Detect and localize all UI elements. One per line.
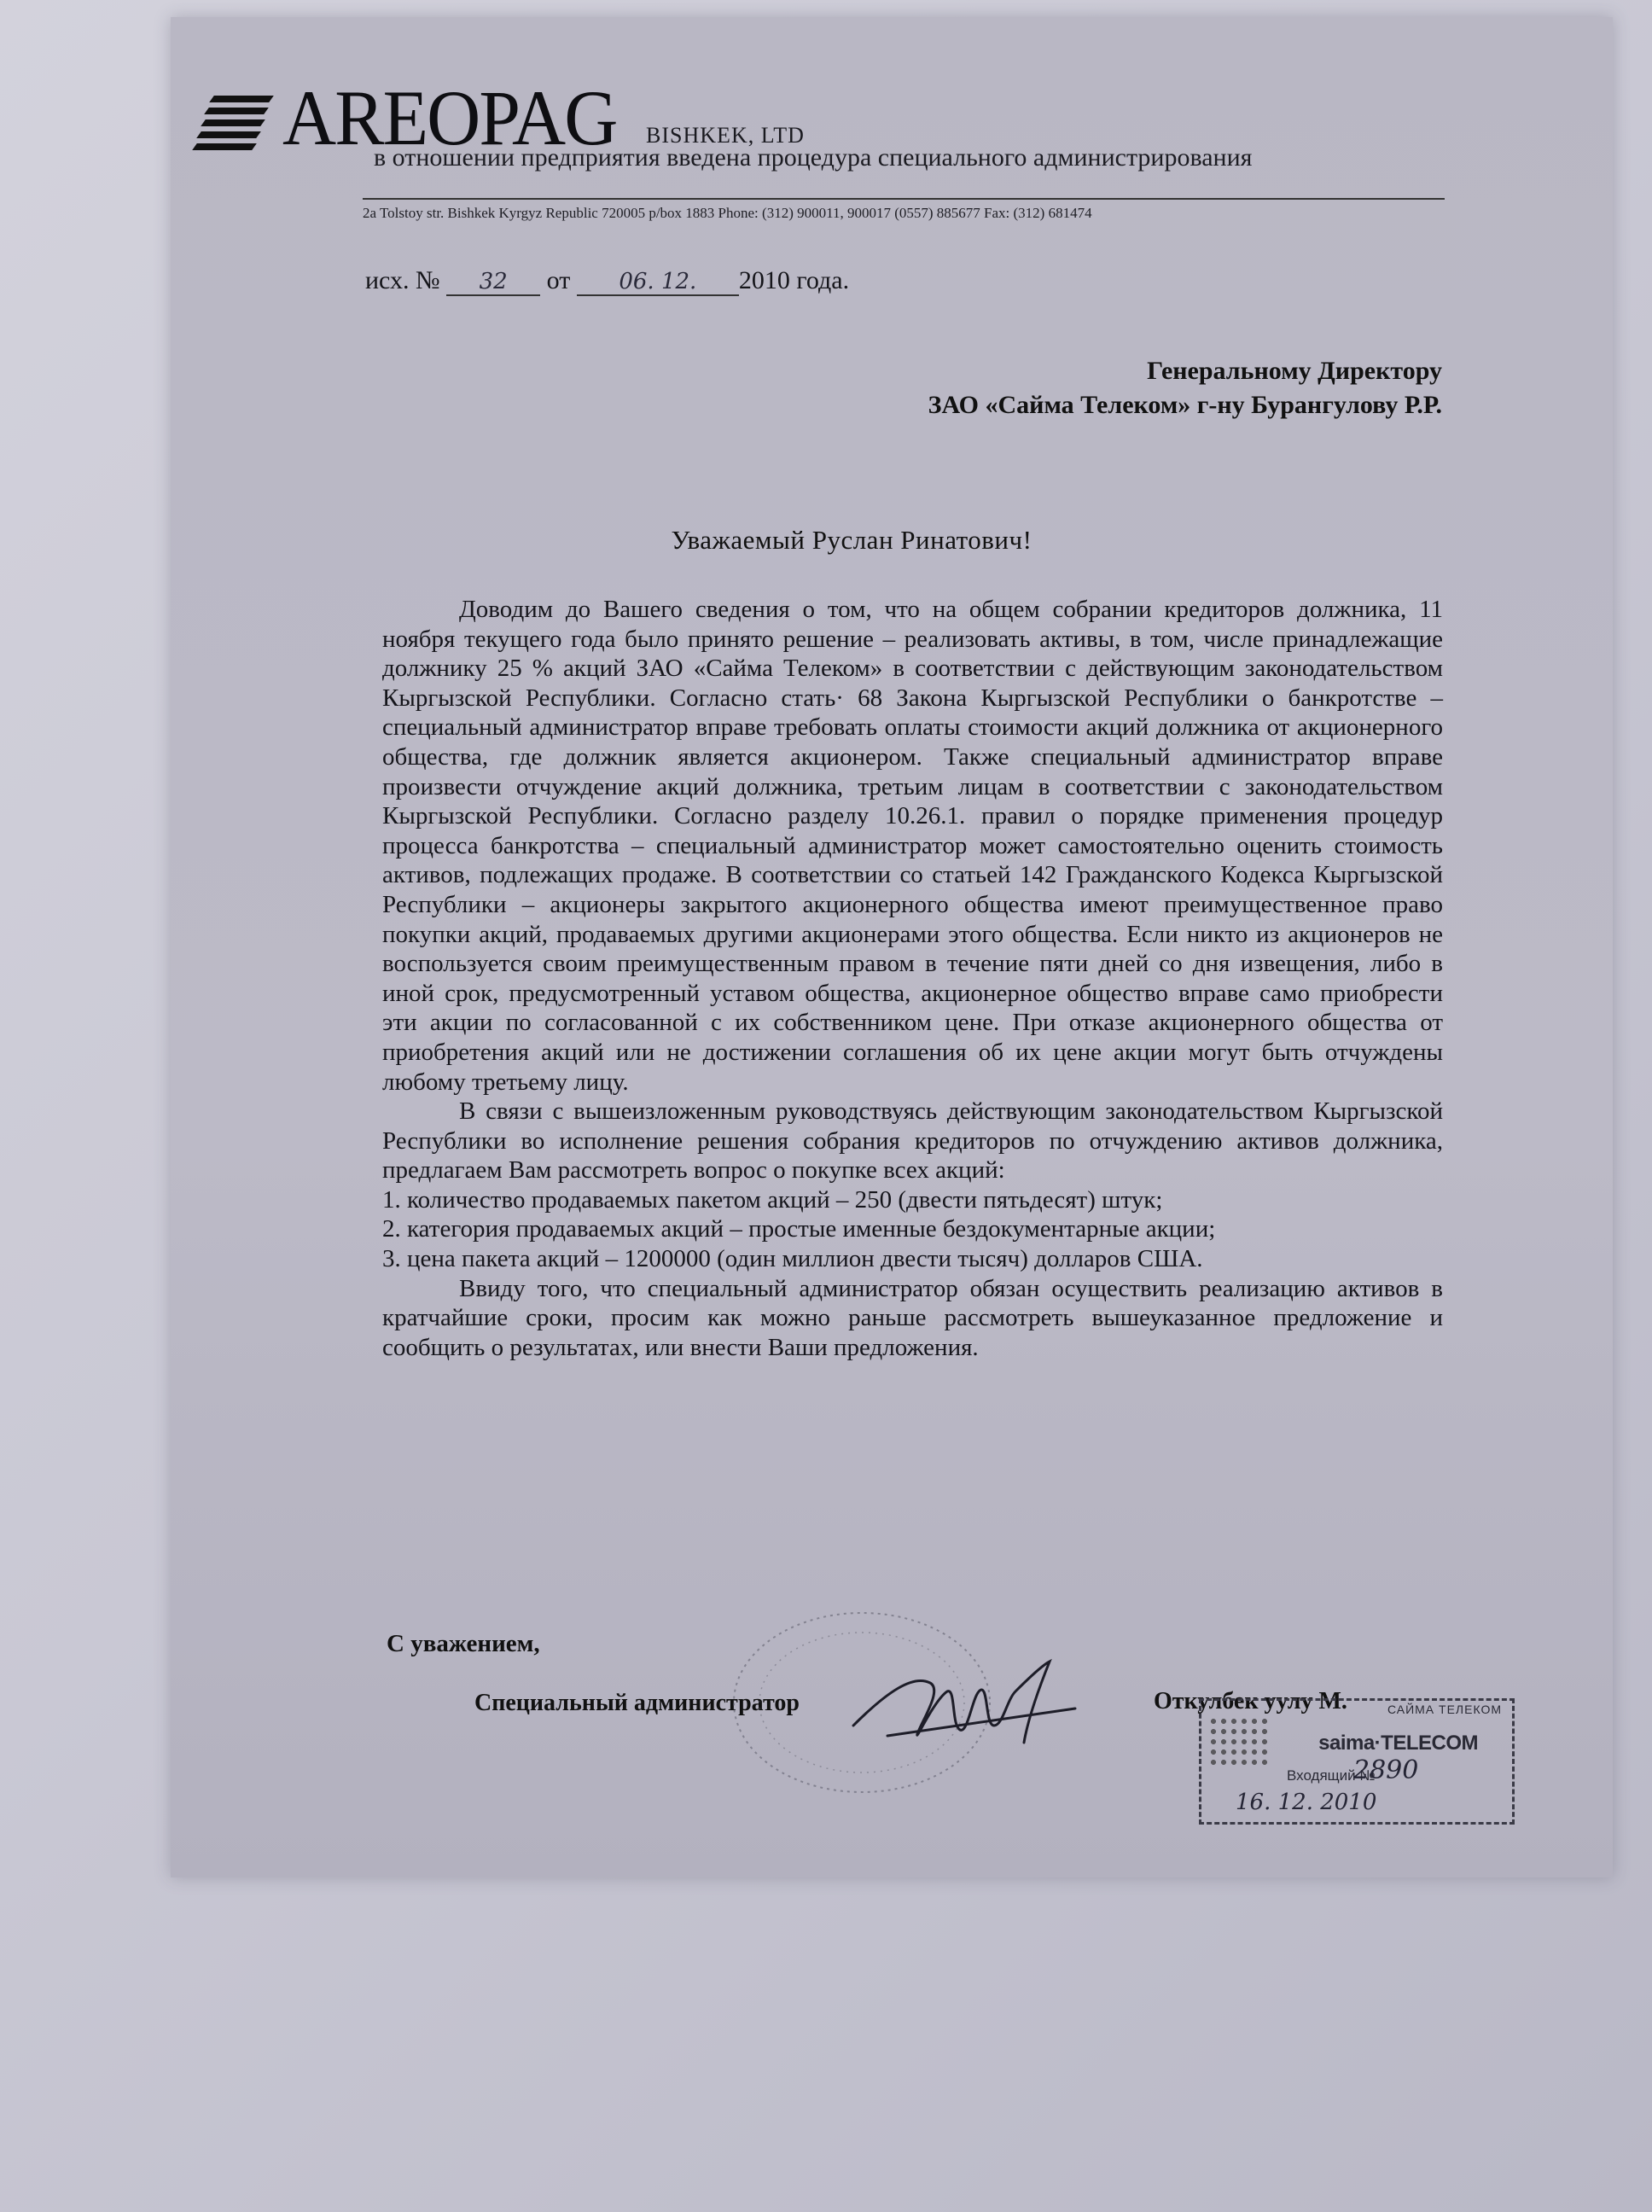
salutation: Уважаемый Руслан Ринатович! (671, 525, 1032, 555)
letterhead-address: 2a Tolstoy str. Bishkek Kyrgyz Republic 720005 p/box 1883 Phone: (312) 900011, 900017 (0557) 885677 Fax: (312) 681474 (363, 198, 1445, 222)
outgoing-reference (365, 266, 849, 296)
logo-stripes-icon (196, 90, 277, 152)
registration-stamp (1199, 1698, 1515, 1825)
addressee-title: Генеральному Директору (1147, 357, 1442, 385)
areopag-logo (196, 67, 805, 161)
ref-from: от (546, 266, 571, 294)
body-paragraph-1: Доводим до Вашего сведения о том, что на общем собрании кредиторов должника, 11 ноября текущего года было принято решение – реализовать активы, в том, числе принадлежащие должнику 25 % акций ЗАО «Сайма Телеком» в соответствии с действующим законодательством Кыргызской Республики. Согласно стать· 68 Закона Кыргызской Республики о банкротстве – специальный администратор вправе требовать оплаты стоимости акций должника от акционерного общества, где должник является акционером. Также специальный администратор вправе произвести отчуждение акций должника, третьим лицам в соответствии с законодательством Кыргызской Республики. Согласно разделу 10.26.1. правил о порядке применения процедур процесса банкротства – специальный администратор может самостоятельно оценить стоимость активов, подлежащих продаже. В соответствии со статьей 142 Гражданского Кодекса Кыргызской Республики – акционеры закрытого акционерного общества имеют преимущественное право покупки акций, продаваемых другими акционерами этого общества. Если никто из акционеров не воспользуется своим преимущественным правом в течение пяти дней со дня извещения, либо в иной срок, предусмотренный уставом общества, акционерное общество вправе само приобрести эти акции по согласованной с их собственником цене. При отказе акционерного общества от приобретения акций или не достижении соглашения об их цене акции могут быть отчуждены любому третьему лицу. (382, 596, 1443, 1096)
ref-number: 32 (446, 269, 540, 296)
signatory-role: Специальный администратор (474, 1690, 800, 1716)
body-paragraph-3: Ввиду того, что специальный администратор обязан осуществить реализацию активов в кратчайшие сроки, просим как можно раньше рассмотреть вышеуказанное предложение и сообщить о результатах, или внести Ваши предложения. (382, 1274, 1443, 1361)
list-item: 2. категория продаваемых акций – простые именные бездокументарные акции; (382, 1215, 1216, 1243)
list-item: 1. количество продаваемых пакетом акций – 250 (двести пятьдесят) штук; (382, 1185, 1163, 1214)
body-paragraph-2: В связи с вышеизложенным руководствуясь действующим законодательством Кыргызской Республики во исполнение решения собрания кредиторов по отчуждению активов должника, предлагаем Вам рассмотреть вопрос о покупке всех акций: (382, 1097, 1443, 1185)
procedure-notice: в отношении предприятия введена процедура специального администрирования (374, 143, 1253, 172)
stamp-date: 16. 12. 2010 (1236, 1790, 1377, 1815)
letter-body (382, 595, 1443, 1362)
ref-prefix: исх. № (365, 266, 440, 294)
handwritten-signature (836, 1640, 1092, 1768)
logo-subtitle: BISHKEK, LTD (646, 123, 805, 148)
stamp-incoming-label: Входящий № (1287, 1767, 1376, 1784)
closing: С уважением, (387, 1630, 540, 1657)
list-item: 3. цена пакета акций – 1200000 (один миллион двести тысяч) долларов США. (382, 1245, 1203, 1273)
addressee-company: ЗАО «Сайма Телеком» г-ну Бурангулову Р.Р. (928, 391, 1442, 419)
stamp-pattern-icon (1208, 1716, 1268, 1767)
logo-wordmark: AREOPAG (282, 74, 617, 161)
stamp-incoming-number: 2890 (1353, 1755, 1419, 1785)
ref-year: 2010 года. (738, 266, 850, 294)
stamp-brand: saima·TELECOM (1318, 1732, 1478, 1755)
signatory-name: Откулбек уулу М. (1154, 1688, 1347, 1714)
ref-date: 06. 12. (577, 269, 739, 296)
stamp-company: САЙМА ТЕЛЕКОМ (1387, 1703, 1502, 1716)
